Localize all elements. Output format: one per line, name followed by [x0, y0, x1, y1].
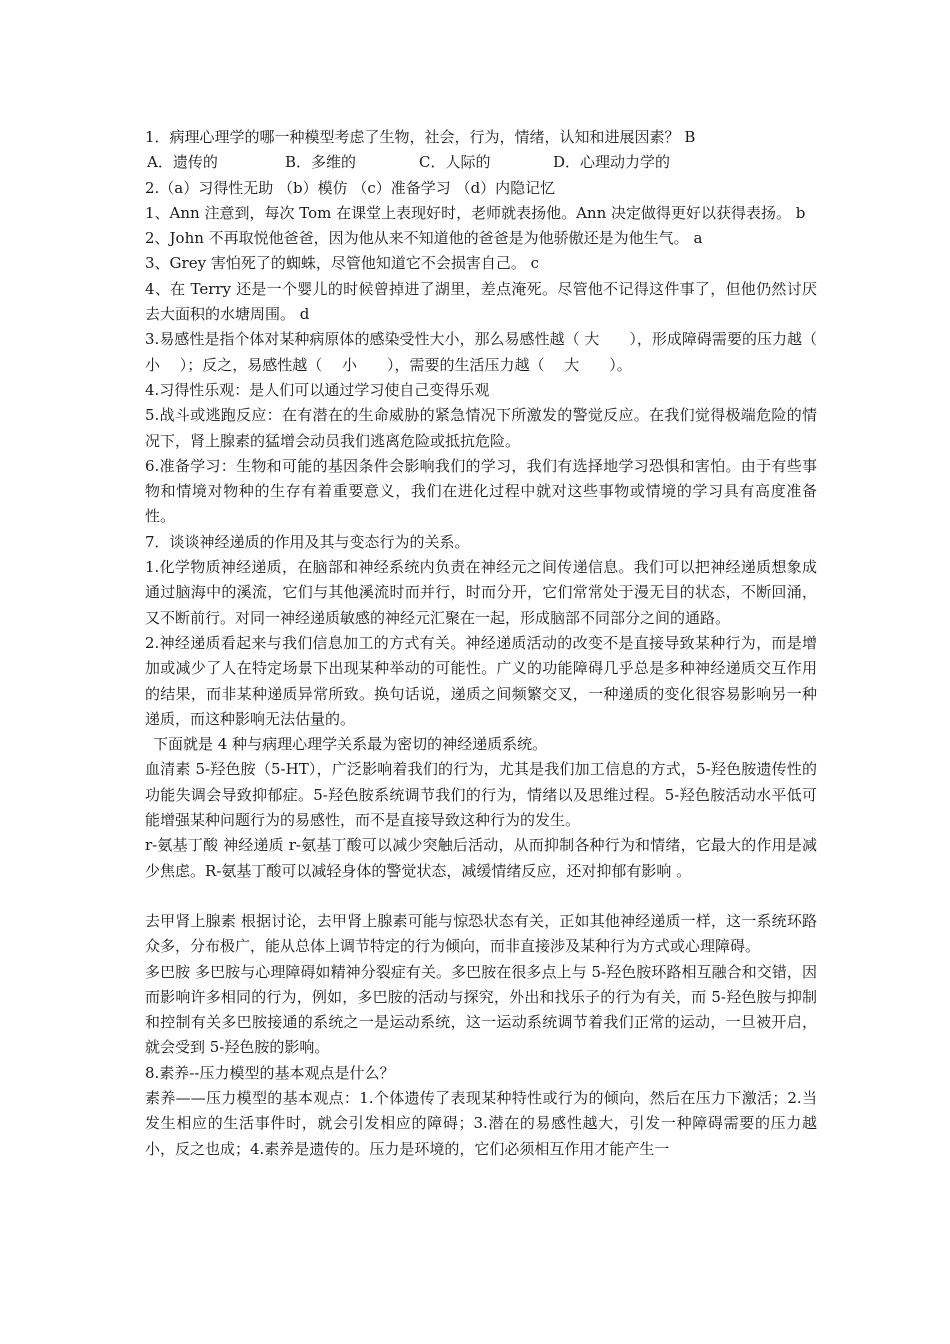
option-d: D．心理动力学的	[553, 153, 671, 172]
question-2-item-2: 2、John 不再取悦他爸爸，因为他从来不知道他的爸爸是为他骄傲还是为他生气。 a	[145, 229, 703, 248]
question-8-answer: 素养——压力模型的基本观点：1.个体遗传了表现某种特性或行为的倾向，然后在压力下激活；2.当发生相应的生活事件时，就会引发相应的障碍；3.潜在的易感性越大，引发一种障碍需要的压力越小，反之也成；4.素养是遗传的。压力是环境的，它们必须相互作用才能产生一	[145, 1088, 817, 1158]
question-4: 4.习得性乐观：是人们可以通过学习使自己变得乐观	[145, 380, 490, 399]
document-page	[145, 125, 817, 1162]
option-c: C．人际的	[419, 153, 491, 172]
question-5: 5.战斗或逃跑反应：在有潜在的生命威胁的紧急情况下所激发的警觉反应。在我们觉得极端危险的情况下，肾上腺素的猛增会动员我们逃离危险或抵抗危险。	[145, 406, 817, 450]
question-7-paragraph-1: 1.化学物质神经递质，在脑部和神经系统内负责在神经元之间传递信息。我们可以把神经递质想象成通过脑海中的溪流，它们与其他溪流时而并行，时而分开，它们常常处于漫无目的状态，不断回涌，又不断前行。对同一神经递质敏感的神经元汇聚在一起，形成脑部不同部分之间的通路。	[145, 558, 817, 627]
option-a: A．遗传的	[147, 153, 218, 172]
question-2-item-4: 4、在 Terry 还是一个婴儿的时候曾掉进了湖里，差点淹死。尽管他不记得这件事了，但他仍然讨厌去大面积的水塘周围。 d	[145, 279, 817, 324]
gaba-paragraph: r-氨基丁酸 神经递质 r-氨基丁酸可以减少突触后活动，从而抑制各种行为和情绪，它最大的作用是减少焦虑。R-氨基丁酸可以减轻身体的警觉状态，减缓情绪反应，还对抑郁有影响 。	[145, 836, 817, 880]
question-7: 7．谈谈神经递质的作用及其与变态行为的关系。	[145, 532, 470, 551]
question-2-header: 2.（a）习得性无助 （b）模仿 （c）准备学习 （d）内隐记忆	[145, 178, 556, 197]
question-8: 8.素养--压力模型的基本观点是什么？	[145, 1063, 395, 1082]
blank-line	[145, 884, 817, 909]
serotonin-paragraph: 血清素 5-羟色胺（5-HT），广泛影响着我们的行为，尤其是我们加工信息的方式，5-羟色胺遗传性的功能失调会导致抑郁症。5-羟色胺系统调节我们的行为，情绪以及思维过程。5-羟色胺活动水平低可能增强某种问题行为的易感性，而不是直接导致这种行为的发生。	[145, 760, 817, 830]
question-3: 3.易感性是指个体对某种病原体的感染受性大小，那么易感性越（ 大 ），形成障碍需要的压力越（ 小 ）；反之，易感性越（ 小 ），需要的生活压力越（ 大 ）。	[145, 330, 817, 374]
question-1-options	[145, 150, 817, 175]
question-1: 1．病理心理学的哪一种模型考虑了生物，社会，行为，情绪，认知和进展因素？ B	[145, 128, 696, 146]
question-2-item-3: 3、Grey 害怕死了的蜘蛛，尽管他知道它不会损害自己。 c	[145, 254, 539, 273]
norepinephrine-paragraph: 去甲肾上腺素 根据讨论，去甲肾上腺素可能与惊恐状态有关，正如其他神经递质一样，这一系统环路众多，分布极广，能从总体上调节特定的行为倾向，而非直接涉及某种行为方式或心理障碍。	[145, 911, 817, 956]
question-7-intro: 下面就是 4 种与病理心理学关系最为密切的神经递质系统。	[153, 735, 548, 754]
question-6: 6.准备学习：生物和可能的基因条件会影响我们的学习，我们有选择地学习恐惧和害怕。由于有些事物和情境对物种的生存有着重要意义，我们在进化过程中就对这些事物或情境的学习具有高度准备性。	[145, 456, 817, 526]
question-7-paragraph-2: 2.神经递质看起来与我们信息加工的方式有关。神经递质活动的改变不是直接导致某种行为，而是增加或减少了人在特定场景下出现某种举动的可能性。广义的功能障碍几乎总是多种神经递质交互作用的结果，而非某种递质异常所致。换句话说，递质之间频繁交叉，一种递质的变化很容易影响另一种递质，而这种影响无法估量的。	[145, 633, 817, 728]
option-b: B．多维的	[285, 153, 357, 172]
dopamine-paragraph: 多巴胺 多巴胺与心理障碍如精神分裂症有关。多巴胺在很多点上与 5-羟色胺环路相互融合和交错，因而影响许多相同的行为，例如，多巴胺的活动与探究，外出和找乐子的行为有关，而 5-羟色胺与抑制和控制有关多巴胺接通的系统之一是运动系统，这一运动系统调节着我们正常的运动，一旦被开启，就会受到 5-羟色胺的影响。	[145, 962, 817, 1057]
question-2-item-1: 1、Ann 注意到，每次 Tom 在课堂上表现好时，老师就表扬他。Ann 决定做得更好以获得表扬。 b	[145, 203, 806, 222]
